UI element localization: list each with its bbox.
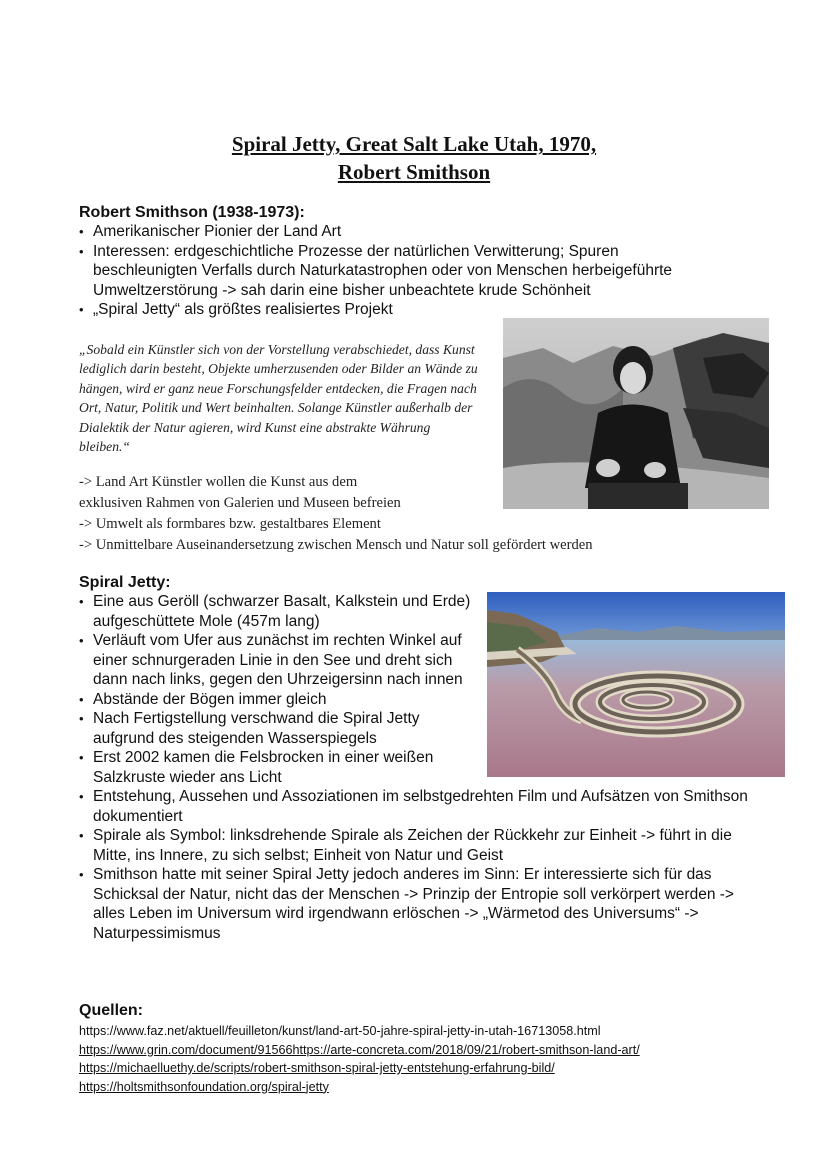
source-link[interactable]: https://www.grin.com/document/91566	[79, 1042, 293, 1057]
title-line-1: Spiral Jetty, Great Salt Lake Utah, 1970,	[231, 132, 597, 156]
smithson-quote: „Sobald ein Künstler sich von der Vorstellung verabschiedet, dass Kunst lediglich darin besteht, Objekte umherzusenden oder Bilder an Wände zu hängen, wird er ganz neue Forschungsfelder entdecken, die Fragen nach Ort, Natur, Politik und Wert beinhalten. Solange Künstler außerhalb der Dialektik der Natur agieren, wird Kunst eine abstrakte Währung bleiben.“	[79, 342, 478, 455]
bio-item: • „Spiral Jetty“ als größtes realisiertes Projekt	[79, 300, 739, 320]
note-line: exklusiven Rahmen von Galerien und Museen befreien	[79, 495, 401, 511]
jetty-item: • Eine aus Geröll (schwarzer Basalt, Kalkstein und Erde) aufgeschüttete Mole (457m lang)	[79, 592, 473, 631]
note-line: -> Land Art Künstler wollen die Kunst aus dem	[79, 474, 358, 490]
jetty-item: • Smithson hatte mit seiner Spiral Jetty jedoch anderes im Sinn: Er interessierte sich für das Schicksal der Natur, nicht das der Menschen -> Prinzip der Entropie soll verkörpert werden -> alles Leben im Universum wird irgendwann erlöschen -> „Wärmetod des Universums“ -> Naturpessimismus	[79, 865, 758, 943]
sources-heading: Quellen:	[79, 1002, 144, 1019]
note-line: -> Umwelt als formbares bzw. gestaltbares Element	[79, 516, 381, 532]
jetty-item: • Erst 2002 kamen die Felsbrocken in einer weißen Salzkruste wieder ans Licht	[79, 748, 478, 787]
source-link[interactable]: https://arte-concreta.com/2018/09/21/robert-smithson-land-art/	[292, 1042, 640, 1057]
bio-item: • Amerikanischer Pionier der Land Art	[79, 222, 739, 242]
sources-section	[79, 1001, 640, 1096]
source-link[interactable]: https://holtsmithsonfoundation.org/spiral-jetty	[79, 1079, 329, 1094]
page-title	[0, 130, 828, 186]
land-art-notes	[79, 472, 719, 556]
bio-heading: Robert Smithson (1938-1973):	[79, 204, 305, 221]
spiral-jetty-illustration	[487, 592, 785, 777]
spiral-jetty-photo	[487, 592, 785, 777]
jetty-heading: Spiral Jetty:	[79, 574, 171, 591]
jetty-item: • Abstände der Bögen immer gleich	[79, 690, 483, 710]
jetty-item: • Spirale als Symbol: linksdrehende Spirale als Zeichen der Rückkehr zur Einheit -> führt in die Mitte, ins Innere, zu sich selbst; Einheit von Natur und Geist	[79, 826, 758, 865]
jetty-item: • Verläuft vom Ufer aus zunächst im rechten Winkel auf einer schnurgeraden Linie in den See und dreht sich dann nach links, gegen den Uhrzeigersinn nach innen	[79, 631, 468, 690]
source-row	[79, 1022, 640, 1041]
source-row	[79, 1041, 640, 1060]
bio-item: • Interessen: erdgeschichtliche Prozesse der natürlichen Verwitterung; Spuren beschleunigten Verfalls durch Naturkatastrophen oder von Menschen herbeigeführte Umweltzerstörung -> sah darin eine bisher unbeachtete krude Schönheit	[79, 242, 721, 301]
jetty-item: • Entstehung, Aussehen und Assoziationen im selbstgedrehten Film und Aufsätzen von Smithson dokumentiert	[79, 787, 748, 826]
title-line-2: Robert Smithson	[337, 160, 491, 184]
source-link[interactable]: https://www.faz.net/aktuell/feuilleton/kunst/land-art-50-jahre-spiral-jetty-in-utah-16713058.html	[79, 1024, 601, 1038]
source-link[interactable]: https://michaelluethy.de/scripts/robert-smithson-spiral-jetty-entstehung-erfahrung-bild/	[79, 1061, 555, 1075]
source-row	[79, 1059, 640, 1078]
jetty-item: • Nach Fertigstellung verschwand die Spiral Jetty aufgrund des steigenden Wasserspiegels	[79, 709, 473, 748]
bio-list	[79, 222, 739, 320]
source-row	[79, 1078, 640, 1097]
note-line: -> Unmittelbare Auseinandersetzung zwischen Mensch und Natur soll gefördert werden	[79, 537, 593, 553]
